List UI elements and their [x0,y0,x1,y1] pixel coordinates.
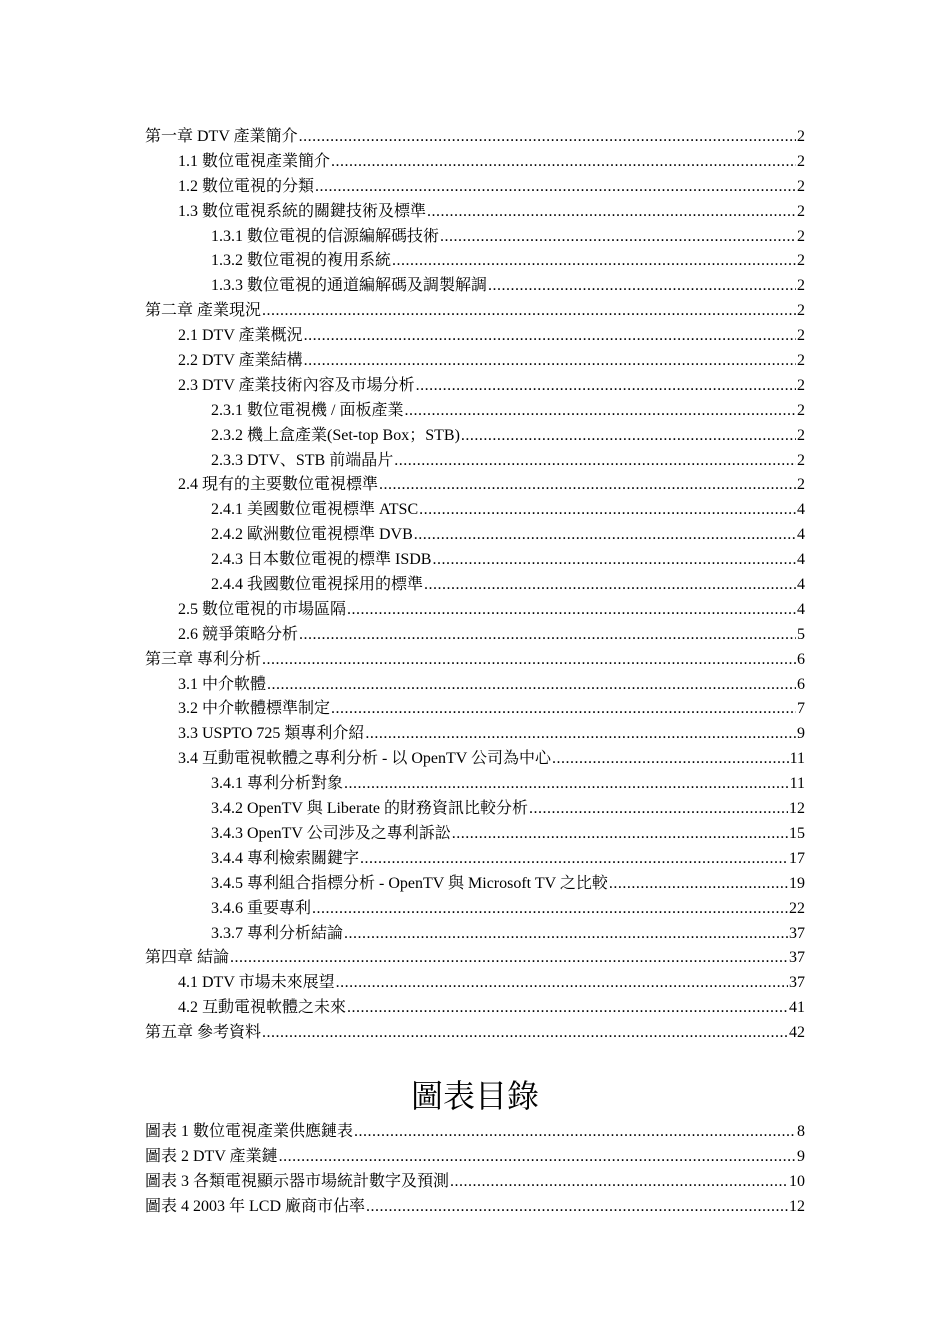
toc-entry[interactable] [145,697,805,722]
dot-leader [365,722,796,747]
toc-entry-page-number: 37 [789,924,805,942]
toc-entry-title: 第二章 產業現況 [145,302,262,320]
list-of-figures [145,1120,805,1220]
table-of-contents [145,125,805,1046]
toc-entry-title: 2.3.1 數位電視機 / 面板產業 [211,401,404,419]
toc-entry-title: 1.3.1 數位電視的信源編解碼技術 [211,227,440,245]
toc-entry-page-number: 4 [797,501,805,519]
figure-entry[interactable] [145,1195,805,1220]
dot-leader [331,697,796,722]
toc-entry-page-number: 2 [797,202,805,220]
toc-entry[interactable] [145,872,805,897]
toc-entry-page-number: 7 [797,700,805,718]
dot-leader [450,1170,788,1195]
toc-entry-title: 1.1 數位電視產業簡介 [178,152,331,170]
dot-leader [392,249,796,274]
dot-leader [416,374,796,399]
dot-leader [347,996,788,1021]
dot-leader [336,971,788,996]
toc-entry[interactable] [145,747,805,772]
dot-leader [404,399,796,424]
toc-entry[interactable] [145,996,805,1021]
figure-entry-page-number: 12 [789,1197,805,1215]
toc-entry-title: 2.2 DTV 產業結構 [178,352,303,370]
dot-leader [262,299,796,324]
dot-leader [267,673,796,698]
dot-leader [419,498,796,523]
toc-entry[interactable] [145,673,805,698]
figure-entry[interactable] [145,1145,805,1170]
toc-entry[interactable] [145,897,805,922]
toc-entry-title: 1.2 數位電視的分類 [178,177,315,195]
toc-entry[interactable] [145,200,805,225]
toc-entry-page-number: 19 [789,874,805,892]
toc-entry[interactable] [145,722,805,747]
figure-entry[interactable] [145,1120,805,1145]
toc-entry-title: 3.4.3 OpenTV 公司涉及之專利訴訟 [211,824,451,842]
toc-entry-title: 2.6 競爭策略分析 [178,625,299,643]
figure-entry-title: 圖表 4 2003 年 LCD 廠商市佔率 [145,1197,366,1215]
dot-leader [344,922,788,947]
toc-entry[interactable] [145,125,805,150]
toc-entry-title: 第三章 專利分析 [145,650,262,668]
figure-entry-page-number: 9 [797,1147,805,1165]
toc-entry-title: 2.1 DTV 產業概況 [178,327,303,345]
toc-entry[interactable] [145,299,805,324]
toc-entry-title: 2.4 現有的主要數位電視標準 [178,476,379,494]
toc-entry-page-number: 2 [797,376,805,394]
toc-entry[interactable] [145,399,805,424]
dot-leader [488,274,796,299]
toc-entry-title: 3.4.1 專利分析對象 [211,775,344,793]
toc-entry[interactable] [145,971,805,996]
dot-leader [304,324,796,349]
dot-leader [394,449,796,474]
toc-entry[interactable] [145,772,805,797]
toc-entry-page-number: 11 [789,775,805,793]
toc-entry[interactable] [145,274,805,299]
toc-entry[interactable] [145,598,805,623]
dot-leader [461,424,796,449]
toc-entry-page-number: 12 [789,800,805,818]
toc-entry-page-number: 17 [789,849,805,867]
dot-leader [262,1021,788,1046]
toc-entry[interactable] [145,797,805,822]
toc-entry-title: 3.3 USPTO 725 類專利介紹 [178,725,365,743]
toc-entry-page-number: 41 [789,999,805,1017]
dot-leader [452,822,788,847]
dot-leader [344,772,789,797]
figure-entry-title: 圖表 2 DTV 產業鏈 [145,1147,278,1165]
toc-entry-title: 3.3.7 專利分析結論 [211,924,344,942]
toc-entry-title: 2.4.2 歐洲數位電視標準 DVB [211,526,413,544]
dot-leader [366,1195,788,1220]
figure-entry-title: 圖表 1 數位電視產業供應鏈表 [145,1123,354,1140]
toc-entry-page-number: 9 [797,725,805,743]
figure-entry-page-number: 8 [797,1123,805,1140]
dot-leader [379,473,796,498]
toc-entry-title: 2.4.3 日本數位電視的標準 ISDB [211,551,432,569]
dot-leader [262,648,796,673]
toc-entry[interactable] [145,249,805,274]
toc-entry-title: 第五章 參考資料 [145,1024,262,1042]
toc-entry-title: 3.4 互動電視軟體之專利分析 - 以 OpenTV 公司為中心 [178,750,552,768]
toc-entry[interactable] [145,374,805,399]
dot-leader [299,623,796,648]
toc-entry-title: 2.3.2 機上盒產業(Set-top Box；STB) [211,426,460,444]
dot-leader [279,1145,796,1170]
toc-entry-page-number: 22 [789,899,805,917]
dot-leader [230,946,788,971]
toc-entry-page-number: 4 [797,600,805,618]
toc-entry[interactable] [145,922,805,947]
toc-entry-page-number: 2 [797,327,805,345]
toc-entry-title: 3.1 中介軟體 [178,675,267,693]
toc-entry-page-number: 15 [789,824,805,842]
toc-entry-page-number: 4 [797,551,805,569]
toc-entry[interactable] [145,548,805,573]
toc-entry-title: 4.1 DTV 市場未來展望 [178,974,335,992]
dot-leader [312,897,788,922]
dot-leader [315,175,796,200]
figure-entry[interactable] [145,1170,805,1195]
dot-leader [440,225,796,250]
toc-entry-page-number: 42 [789,1024,805,1042]
toc-entry[interactable] [145,498,805,523]
toc-entry[interactable] [145,822,805,847]
toc-entry-page-number: 2 [797,476,805,494]
toc-entry-title: 3.2 中介軟體標準制定 [178,700,331,718]
toc-entry-title: 第一章 DTV 產業簡介 [145,128,298,145]
toc-entry-page-number: 37 [789,974,805,992]
toc-entry[interactable] [145,449,805,474]
toc-entry-page-number: 5 [797,625,805,643]
toc-entry-page-number: 4 [797,526,805,544]
toc-entry-page-number: 6 [797,650,805,668]
dot-leader [424,573,796,598]
toc-entry-page-number: 37 [789,949,805,967]
toc-entry[interactable] [145,946,805,971]
figures-heading: 圖表目錄 [410,1077,539,1115]
toc-entry-title: 2.4.4 我國數位電視採用的標準 [211,576,424,594]
dot-leader [529,797,788,822]
dot-leader [360,847,788,872]
toc-entry[interactable] [145,648,805,673]
dot-leader [354,1120,796,1145]
toc-entry[interactable] [145,473,805,498]
toc-entry-title: 2.4.1 美國數位電視標準 ATSC [211,501,419,519]
toc-entry-title: 1.3.2 數位電視的複用系統 [211,252,392,270]
toc-entry-page-number: 4 [797,576,805,594]
toc-entry-page-number: 2 [797,401,805,419]
toc-entry-page-number: 11 [789,750,805,768]
toc-entry-title: 1.3 數位電視系統的關鍵技術及標準 [178,202,427,220]
dot-leader [304,349,796,374]
toc-entry-page-number: 2 [797,252,805,270]
toc-entry-page-number: 2 [797,128,805,145]
toc-entry[interactable] [145,349,805,374]
toc-entry-page-number: 2 [797,352,805,370]
toc-entry[interactable] [145,1021,805,1046]
figure-entry-title: 圖表 3 各類電視顯示器市場統計數字及預測 [145,1172,450,1190]
toc-entry[interactable] [145,623,805,648]
dot-leader [432,548,796,573]
toc-entry-title: 3.4.2 OpenTV 與 Liberate 的財務資訊比較分析 [211,800,528,818]
toc-entry[interactable] [145,523,805,548]
toc-entry-page-number: 6 [797,675,805,693]
toc-entry-title: 1.3.3 數位電視的通道編解碼及調製解調 [211,277,488,295]
toc-entry-title: 2.3 DTV 產業技術內容及市場分析 [178,376,415,394]
toc-entry-page-number: 2 [797,227,805,245]
toc-entry-page-number: 2 [797,277,805,295]
toc-entry-title: 3.4.5 專利組合指標分析 - OpenTV 與 Microsoft TV 之比較 [211,874,608,892]
dot-leader [414,523,796,548]
toc-entry-page-number: 2 [797,451,805,469]
figure-entry-page-number: 10 [789,1172,805,1190]
toc-entry[interactable] [145,847,805,872]
toc-entry[interactable] [145,424,805,449]
toc-entry-title: 3.4.4 專利檢索關鍵字 [211,849,360,867]
toc-entry[interactable] [145,175,805,200]
toc-entry-title: 2.5 數位電視的市場區隔 [178,600,347,618]
dot-leader [331,150,796,175]
dot-leader [427,200,796,225]
toc-entry[interactable] [145,150,805,175]
dot-leader [299,125,796,150]
dot-leader [552,747,789,772]
toc-entry-title: 第四章 結論 [145,949,230,967]
toc-entry-title: 3.4.6 重要專利 [211,899,312,917]
dot-leader [347,598,796,623]
toc-entry[interactable] [145,573,805,598]
toc-entry-page-number: 2 [797,302,805,320]
toc-entry-page-number: 2 [797,177,805,195]
toc-entry[interactable] [145,324,805,349]
toc-entry-title: 4.2 互動電視軟體之未來 [178,999,347,1017]
toc-entry-page-number: 2 [797,426,805,444]
toc-entry[interactable] [145,225,805,250]
toc-entry-title: 2.3.3 DTV、STB 前端晶片 [211,451,394,469]
toc-entry-page-number: 2 [797,152,805,170]
dot-leader [609,872,788,897]
